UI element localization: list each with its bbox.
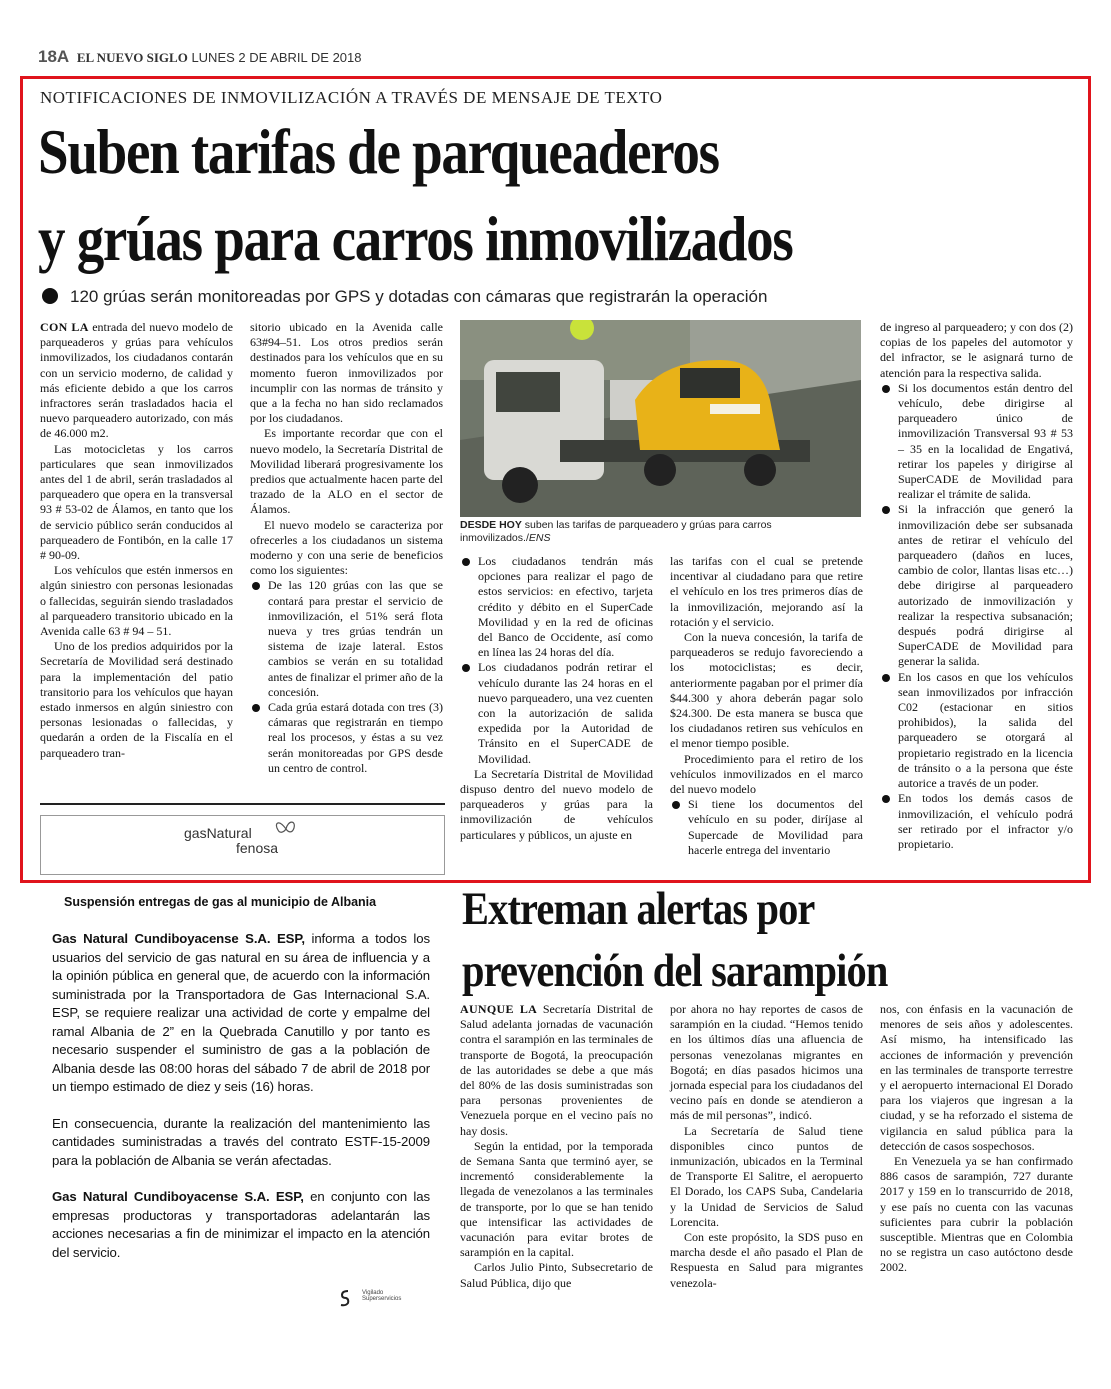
paragraph: las tarifas con el cual se pretende incentivar al ciudadano para que retire el vehículo en los tres primeros días de la inmovilización, mejorando así la rotación y el servicio.	[670, 554, 863, 629]
list-item: Cada grúa estará dotada con tres (3) cámaras que registrarán en tiempo real los procesos, y éstas a su vez serán monitoreadas por GPS desde un centro de control.	[250, 700, 443, 776]
vigilado-seal	[340, 1290, 401, 1302]
paragraph: Es importante recordar que con el nuevo modelo, la Secretaría Distrital de Movilidad liberará progresivamente los predios que actualmente hacen parte del trazado de la ALO en el sector de Álamos.	[250, 426, 443, 517]
paragraph: Carlos Julio Pinto, Subsecretario de Salud Pública, dijo que	[460, 1260, 653, 1290]
photo-caption: DESDE HOY suben las tarifas de parqueadero y grúas para carros inmovilizados./ENS	[460, 519, 772, 544]
article2-column-3	[880, 1002, 1073, 1276]
article-headline	[462, 878, 888, 1002]
paragraph: Uno de los predios adquiridos por la Secretaría de Movilidad será destinado para la implementación del patio transitorio para los vehículos que hayan estado inmersos en algún siniestro con personas lesionadas o fallecidas, y quedarán a orden de la Fiscalía en el parqueadero tran-	[40, 639, 233, 760]
logo-main: gasNatural	[184, 825, 252, 841]
notice-paragraph: En consecuencia, durante la realización del mantenimiento las cantidades suministradas a través del contrato ESTF-15-2009 para la población de Albania se verán afectadas.	[52, 1115, 430, 1168]
headline-line-2: prevención del sarampión	[462, 945, 888, 997]
paragraph: AUNQUE LA Secretaría Distrital de Salud adelanta jornadas de vacunación contra el sarampión en las terminales de transporte de Bogotá, la preocupación de las autoridades se debe a que más del 80% de las dosis suministradas son para personas provenientes de Venezuela porque en el vecino país no hay dosis.	[460, 1002, 653, 1138]
list-item: Si la infracción que generó la inmovilización debe ser subsanada antes de retirar el vehículo del parqueadero (daños en luces, cambio de color, llantas lisas etc…) debe dirigirse al parqueadero autorizado de inmovilización y realizar la respectiva subsanación; después podrá dirigirse al SuperCADE de Movilidad para generar la salida.	[880, 502, 1073, 669]
gas-natural-logo	[184, 826, 278, 856]
paragraph: Con la nueva concesión, la tarifa de parqueaderos se redujo favoreciendo a los motociclistas; es decir, anteriormente pagaban por el primer día $44.300 y ahora deberán pagar solo $24.300. De esta manera se busca que los ciudadanos retiren sus vehículos en el menor tiempo posible.	[670, 630, 863, 751]
paragraph: Según la entidad, por la temporada de Semana Santa que terminó ayer, se incrementó considerablemente la llegada de venezolanos a las terminales de transporte, por lo que se han tenido que intensificar las actividades de vacunación para evitar brotes de sarampión en la capital.	[460, 1138, 653, 1260]
procedure-list	[880, 381, 1073, 852]
procedure-list	[670, 797, 863, 858]
paragraph: Procedimiento para el retiro de los vehículos inmovilizados en el marco del nuevo modelo	[670, 751, 863, 797]
benefit-list	[460, 554, 653, 767]
article-subhead	[42, 287, 767, 307]
headline-line-2: y grúas para carros inmovilizados	[38, 203, 793, 274]
superservicios-icon	[340, 1288, 350, 1308]
paragraph: En Venezuela ya se han confirmado 886 casos de sarampión, 727 durante 2017 y 159 en lo transcurrido de 2018, y ese país no cuenta con las vacunas suficientes para cubrir la población susceptible. Mientras que en Colombia no se registra un caso autóctono desde 2002.	[880, 1154, 1073, 1275]
page-folio	[38, 47, 362, 67]
paragraph: CON LA entrada del nuevo modelo de parqueaderos y grúas para vehículos inmovilizados, los ciudadanos contarán con un servicio moderno, de calidad y más eficiente debido a que los carros infractores serán trasladados hacia el nuevo parqueadero autorizado, con más de 46.000 m2.	[40, 320, 234, 441]
article1-column-1	[40, 320, 233, 761]
paragraph: nos, con énfasis en la vacunación de menores de seis años y adolescentes. Así mismo, ha intensificado las acciones de información y prevención en las terminales de transporte terrestre y el aeropuerto internacional El Dorado para los viajeros que ingresan a la ciudad, y se ha reforzado el sistema de vigilancia en salud pública para la detección de casos sospechosos.	[880, 1002, 1073, 1153]
notice-title: Suspensión entregas de gas al municipio de Albania	[64, 895, 377, 909]
list-item: Si los documentos están dentro del vehículo, debe dirigirse al parqueadero único de inmovilización Transversal 93 # 53 – 35 en la localidad de Engativá, retirar los papeles y dirigirse al SuperCADE de Movilidad para realizar el trámite de salida.	[880, 381, 1073, 503]
article-headline	[38, 108, 792, 282]
article1-column-2	[250, 320, 443, 776]
subhead-text: 120 grúas serán monitoreadas por GPS y dotadas con cámaras que registrarán la operación	[70, 287, 768, 306]
bullet-icon	[42, 288, 58, 304]
headline-line-1: Suben tarifas de parqueaderos	[38, 116, 719, 187]
lead-words: CON LA	[40, 320, 89, 334]
article2-column-1	[460, 1002, 653, 1291]
article-kicker: NOTIFICACIONES DE INMOVILIZACIÓN A TRAVÉS DE MENSAJE DE TEXTO	[40, 88, 663, 107]
list-item: De las 120 grúas con las que se contará para prestar el servicio de inmovilización, el 51% será flota nueva y tres grúas tendrán un sistema de izaje lateral. Estos cambios se verán en su totalidad antes de finalizar el primer año de la concesión.	[250, 578, 443, 700]
paragraph: Los vehículos que estén inmersos en algún siniestro con personas lesionadas o fallecidas, seguirán siendo trasladados al parqueadero transitorio ubicado en la Avenida calle 63 # 94 – 51.	[40, 563, 233, 639]
paragraph: La Secretaría Distrital de Movilidad dispuso dentro del nuevo modelo de parqueaderos y grúas para la inmovilización de vehículos particulares y públicos, un ajuste en	[460, 766, 653, 842]
paragraph: de ingreso al parqueadero; y con dos (2) copias de los papeles del automotor y del infractor, se le asignará turno de atención para la respectiva salida.	[880, 320, 1073, 380]
list-item: Si tiene los documentos del vehículo en su poder, diríjase al Supercade de Movilidad para hacerle entrega del inventario	[670, 797, 863, 858]
newspaper-name: EL NUEVO SIGLO	[76, 50, 188, 65]
list-item: En los casos en que los vehículos sean inmovilizados por infracción C02 (estacionar en sitios prohibidos), la salida del parqueadero se otorgará al propietario registrado en la licencia de tránsito o a la persona que éste autorice a través de un poder.	[880, 670, 1073, 792]
butterfly-icon	[274, 818, 298, 840]
list-item: Los ciudadanos tendrán más opciones para realizar el pago de estos servicios: en efectivo, tarjeta crédito y débito en el SuperCade Movilidad y en la red de oficinas del Banco de Occidente, así como en línea las 24 horas del día.	[460, 554, 653, 660]
benefit-list	[250, 578, 443, 776]
paragraph: por ahora no hay reportes de casos de sarampión en la ciudad. “Hemos tenido en los últimos días una afluencia de personas venezolanas migrantes en Bogotá; en días pasados hicimos una jornada especial para los ciudadanos del vecino país en donde se atendieron a más de mil personas”, indicó.	[670, 1002, 863, 1123]
article1-column-4	[670, 554, 863, 858]
caption-lead: DESDE HOY	[460, 519, 522, 531]
paragraph: Las motocicletas y los carros particulares que sean inmovilizados antes del 1 de abril, serán trasladados al parqueadero que opera en la transversal 93 # 53-02 de Álamos, en tanto que los de servicio público serán conducidos al parqueadero de Fontibón, en la calle 17 # 90-09.	[40, 441, 233, 563]
list-item: Los ciudadanos podrán retirar el vehículo durante las 24 horas en el nuevo parqueadero, una vez cuenten con la autorización de salida expedida por la Autoridad de Tránsito en el SuperCADE de Movilidad.	[460, 660, 653, 766]
paragraph: sitorio ubicado en la Avenida calle 63#94–51. Los otros predios serán destinados para los vehículos que en su momento fueron inmovilizados por incumplir con las normas de tránsito y que a la fecha no han sido reclamados por los ciudadanos.	[250, 320, 443, 426]
page-number: 18A	[38, 47, 70, 66]
edition-date: LUNES 2 DE ABRIL DE 2018	[191, 50, 362, 65]
article1-column-3	[460, 554, 653, 843]
paragraph: El nuevo modelo se caracteriza por ofrecerles a los ciudadanos un sistema moderno y con una serie de beneficios como los siguientes:	[250, 517, 443, 578]
notice-paragraph: Gas Natural Cundiboyacense S.A. ESP, informa a todos los usuarios del servicio de gas natural en su área de influencia y a la opinión pública en general que, de acuerdo con la información suministrada por la Transportadora de Gas Internacional S.A. ESP, se requiere realizar una actividad de corte y empalme del ramal Albania de 2” en la Quebrada Canutillo y por tanto es necesario suspender el suministro de gas a la población de Albania desde las 08:00 horas del sábado 7 de abril de 2018 por un tiempo estimado de diez y seis (16) horas.	[52, 931, 430, 1094]
notice-paragraph: Gas Natural Cundiboyacense S.A. ESP, en conjunto con las empresas productoras y transportadoras adelantarán las acciones necesarias a fin de minimizar el impacto en la atención del servicio.	[52, 1189, 430, 1260]
lead-words: AUNQUE LA	[460, 1002, 538, 1016]
photo-credit: ENS	[528, 532, 551, 544]
article2-column-2	[670, 1002, 863, 1291]
paragraph: Con este propósito, la SDS puso en marcha desde el año pasado el Plan de Respuesta en Salud para migrantes venezola-	[670, 1230, 863, 1290]
superservicios-label: Superservicios	[362, 1296, 402, 1302]
section-divider	[40, 803, 445, 805]
vigilado-label: Vigilado	[362, 1290, 384, 1296]
tow-truck-photo	[460, 320, 861, 517]
list-item: En todos los demás casos de inmovilización, el vehículo podrá ser retirado por el infractor y/o propietario.	[880, 791, 1073, 852]
article1-column-5	[880, 320, 1073, 852]
paragraph: La Secretaría de Salud tiene disponibles cinco puntos de inmunización, ubicados en la Terminal de Transporte El Salitre, el aeropuerto El Dorado, los CAPS Suba, Candelaria y la Unidad de Servicios de Salud Lorencita.	[670, 1123, 863, 1229]
logo-sub: fenosa	[236, 840, 279, 856]
photo-illustration	[460, 320, 861, 517]
headline-line-1: Extreman alertas por	[462, 883, 815, 935]
notice-body	[52, 930, 430, 1280]
